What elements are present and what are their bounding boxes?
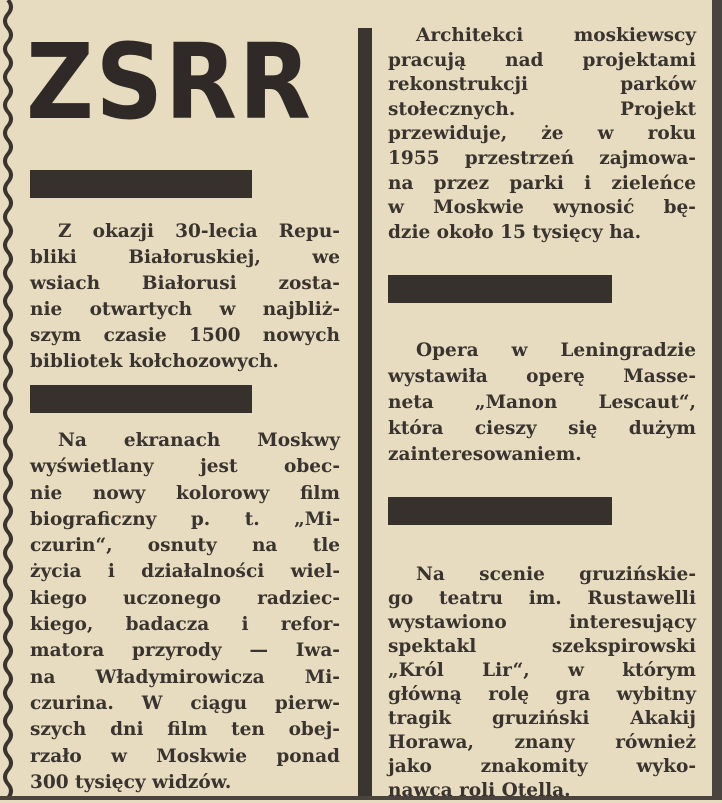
article-moscow-parks	[388, 24, 696, 245]
text-line: 1955 przestrzeń zajmowa-	[388, 147, 696, 169]
text-line: rekonstrukcji parków	[388, 74, 696, 96]
article-miczurin-film	[30, 428, 340, 796]
text-line: nie otwartych w najbliż-	[30, 299, 340, 320]
text-line: Na scenie gruzińskie-	[416, 564, 696, 585]
text-line: jako znakomity wyko-	[388, 756, 696, 777]
text-line: główną rolę gra wybitny	[388, 684, 696, 705]
text-line: nie nowy kolorowy film	[30, 482, 340, 504]
text-line: czurin“, osnuty na tle	[30, 535, 340, 557]
text-line: stołecznych. Projekt	[388, 98, 696, 120]
article-leningrad-opera	[388, 338, 696, 468]
text-line: bibliotek kołchozowych.	[30, 351, 279, 372]
text-line: wystawiono interesujący	[388, 612, 696, 633]
article-belarus-libraries	[30, 219, 340, 375]
text-line: Opera w Leningradzie	[416, 340, 696, 361]
text-line: szym czasie 1500 nowych	[30, 325, 340, 346]
text-line: wsiach Białorusi zosta-	[30, 273, 340, 294]
text-line: Z okazji 30-lecia Repu-	[58, 221, 340, 242]
text-line: zainteresowaniem.	[388, 444, 582, 465]
separator-bar	[30, 170, 252, 198]
text-line: Architekci moskiewscy	[416, 25, 696, 46]
text-line: spektakl szekspirowski	[388, 636, 696, 657]
text-line: rzało w Moskwie ponad	[30, 745, 340, 767]
text-line: Horawa, znany również	[388, 732, 696, 753]
text-line: tragik gruziński Akakij	[388, 708, 696, 729]
text-line: życia i działalności wiel-	[30, 561, 340, 583]
text-line: na Władymirowicza Mi-	[30, 666, 340, 688]
column-rule	[358, 28, 372, 800]
wavy-border	[0, 0, 16, 800]
text-line: na przez parki i zieleńce	[388, 172, 696, 194]
text-line: kiego uczonego radziec-	[30, 587, 340, 609]
text-line: 300 tysięcy widzów.	[30, 771, 232, 793]
text-line: go teatru im. Rustawelli	[388, 588, 696, 609]
text-line: „Król Lir“, w którym	[388, 660, 696, 681]
text-line: nawca roli Otella.	[388, 780, 571, 801]
text-line: wystawiła operę Masse-	[388, 366, 696, 387]
separator-bar	[388, 497, 612, 525]
separator-bar	[388, 275, 612, 303]
page-title: ZSRR	[26, 21, 313, 143]
text-line: w Moskwie wynosić bę-	[388, 197, 696, 219]
separator-bar	[30, 385, 252, 413]
text-line: biograficzny p. t. „Mi-	[30, 508, 340, 530]
text-line: która cieszy się dużym	[388, 418, 696, 439]
text-line: kiego, badacza i refor-	[30, 614, 340, 636]
text-line: szych dni film ten obej-	[30, 719, 340, 741]
text-line: Na ekranach Moskwy	[58, 430, 340, 451]
text-line: przewiduje, że w roku	[388, 123, 696, 145]
text-line: pracują nad projektami	[388, 49, 696, 71]
text-line: czurina. W ciągu pierw-	[30, 692, 340, 714]
text-line: neta „Manon Lescaut“,	[388, 392, 696, 413]
text-line: bliki Białoruskiej, we	[30, 247, 340, 268]
text-line: matora przyrody — Iwa-	[30, 640, 340, 662]
text-line: dzie około 15 tysięcy ha.	[388, 221, 642, 243]
article-lear-tbilisi	[388, 563, 696, 803]
right-border	[712, 0, 722, 800]
text-line: wyświetlany jest obec-	[30, 456, 340, 478]
